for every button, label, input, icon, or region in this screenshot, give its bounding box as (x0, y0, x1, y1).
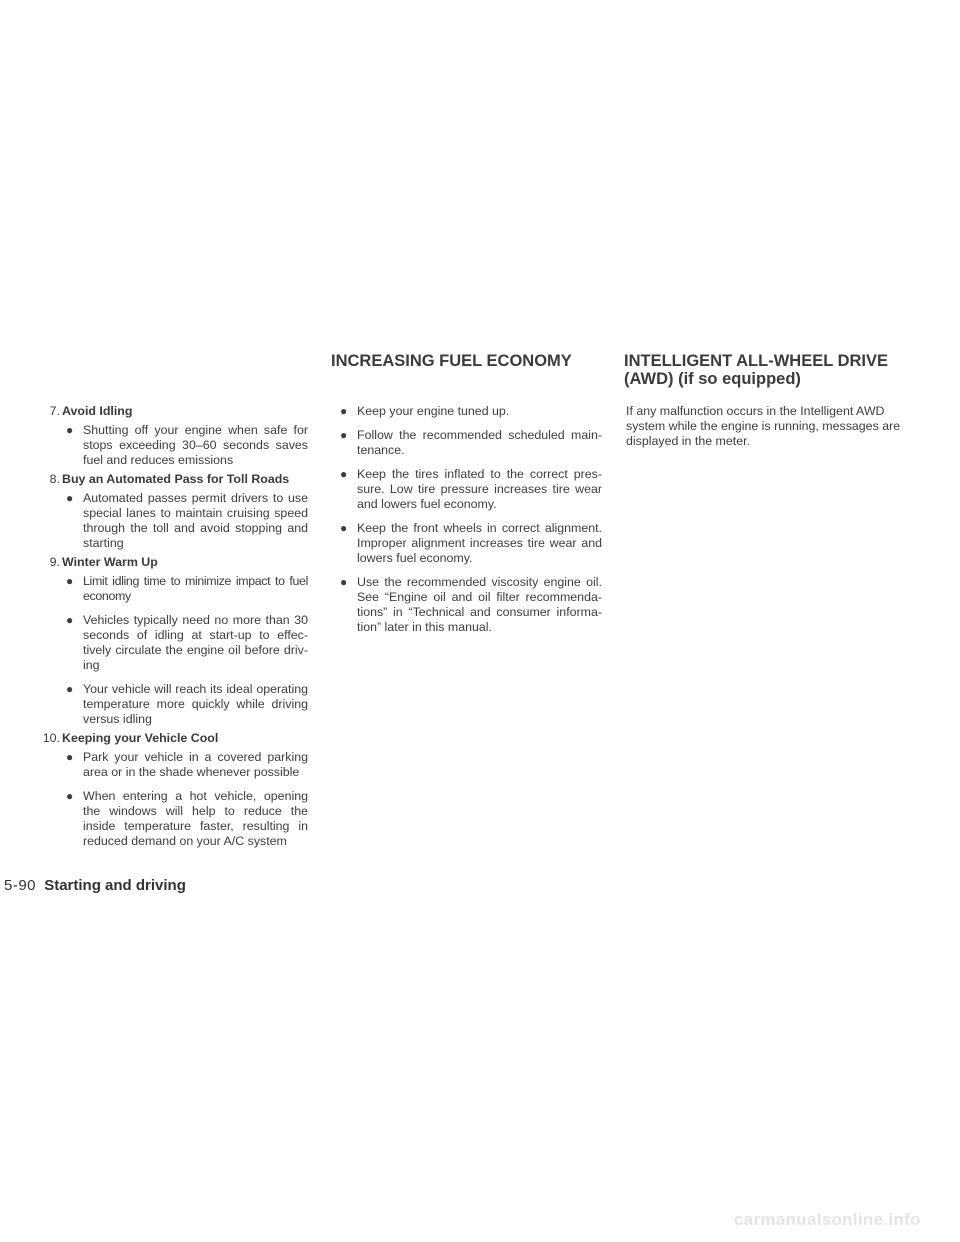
middle-column (336, 404, 602, 644)
bullet-text: Keep your engine tuned up. (357, 404, 510, 418)
bullet-icon: ● (340, 428, 348, 442)
bullet-text: Limit idling time to minimize impact to fuel economy (83, 574, 308, 603)
bullet-item (336, 428, 602, 458)
item-title: Keeping your Vehicle Cool (62, 731, 219, 745)
bullet-text: Park your vehicle in a covered parking area or in the shade whenever possible (83, 750, 308, 779)
chapter-title: Starting and driving (44, 877, 186, 894)
bullet-icon: ● (340, 467, 348, 481)
bullet-icon: ● (340, 575, 348, 589)
bullet-icon: ● (66, 789, 74, 803)
bullet-item (62, 750, 308, 780)
heading-line-2: (AWD) (if so equipped) (624, 370, 801, 388)
item-number: 7. (49, 404, 60, 418)
left-column (40, 404, 308, 858)
awd-paragraph: If any malfunction occurs in the Intelligent AWD system while the engine is running, messages are displayed in the meter. (626, 404, 901, 448)
bullet-text: When entering a hot vehicle, opening the windows will help to reduce the inside temperature faster, resulting in reduced demand on your A/C system (83, 789, 308, 848)
heading-intelligent-awd (624, 352, 924, 388)
bullet-icon: ● (66, 574, 74, 588)
heading-line-1: INTELLIGENT ALL-WHEEL DRIVE (624, 352, 888, 370)
bullet-text: Keep the front wheels in correct alignment. Improper alignment increases tire wear and lowers fuel economy. (357, 521, 602, 565)
site-watermark: carmanualsonline.info (734, 1210, 921, 1229)
page-number: 5-90 (4, 877, 37, 894)
bullet-item (62, 574, 308, 604)
bullet-item (336, 521, 602, 566)
numbered-item-7 (40, 404, 308, 419)
numbered-item-10 (40, 731, 308, 746)
right-column (626, 404, 908, 449)
bullet-text: Shutting off your engine when safe for stops exceeding 30–60 seconds saves fuel and reduces emissions (83, 423, 308, 467)
numbered-item-9 (40, 555, 308, 570)
bullet-icon: ● (66, 750, 74, 764)
bullet-item (62, 423, 308, 468)
heading-text: INCREASING FUEL ECONOMY (331, 352, 572, 370)
item-number: 9. (49, 555, 60, 569)
item-title: Winter Warm Up (62, 555, 158, 569)
item-number: 8. (49, 472, 60, 486)
item-title: Avoid Idling (62, 404, 133, 418)
bullet-icon: ● (66, 613, 74, 627)
bullet-icon: ● (340, 521, 348, 535)
bullet-text: Automated passes permit drivers to use special lanes to maintain cruising speed through the toll and avoid stopping and starting (83, 491, 308, 550)
bullet-item (62, 682, 308, 727)
bullet-icon: ● (66, 423, 74, 437)
bullet-item (62, 789, 308, 849)
page-footer (4, 877, 186, 895)
bullet-text: Follow the recommended scheduled main-tenance. (357, 428, 602, 457)
bullet-item (62, 491, 308, 551)
bullet-item (336, 404, 602, 419)
item-number: 10. (42, 731, 60, 745)
bullet-text: Vehicles typically need no more than 30 seconds of idling at start-up to effec-tively circulate the engine oil before driv-ing (83, 613, 308, 672)
bullet-icon: ● (66, 682, 74, 696)
bullet-icon: ● (340, 404, 348, 418)
bullet-icon: ● (66, 491, 74, 505)
bullet-text: Use the recommended viscosity engine oil. See “Engine oil and oil filter recommenda-tions” in “Technical and consumer informa-tion” later in this manual. (357, 575, 602, 634)
bullet-text: Keep the tires inflated to the correct pres-sure. Low tire pressure increases tire wear and lowers fuel economy. (357, 467, 602, 511)
bullet-item (336, 575, 602, 635)
bullet-item (336, 467, 602, 512)
bullet-item (62, 613, 308, 673)
bullet-text: Your vehicle will reach its ideal operating temperature more quickly while driving versus idling (83, 682, 308, 726)
item-title: Buy an Automated Pass for Toll Roads (62, 472, 290, 486)
numbered-item-8 (40, 472, 308, 487)
heading-increasing-fuel-economy (331, 352, 611, 370)
